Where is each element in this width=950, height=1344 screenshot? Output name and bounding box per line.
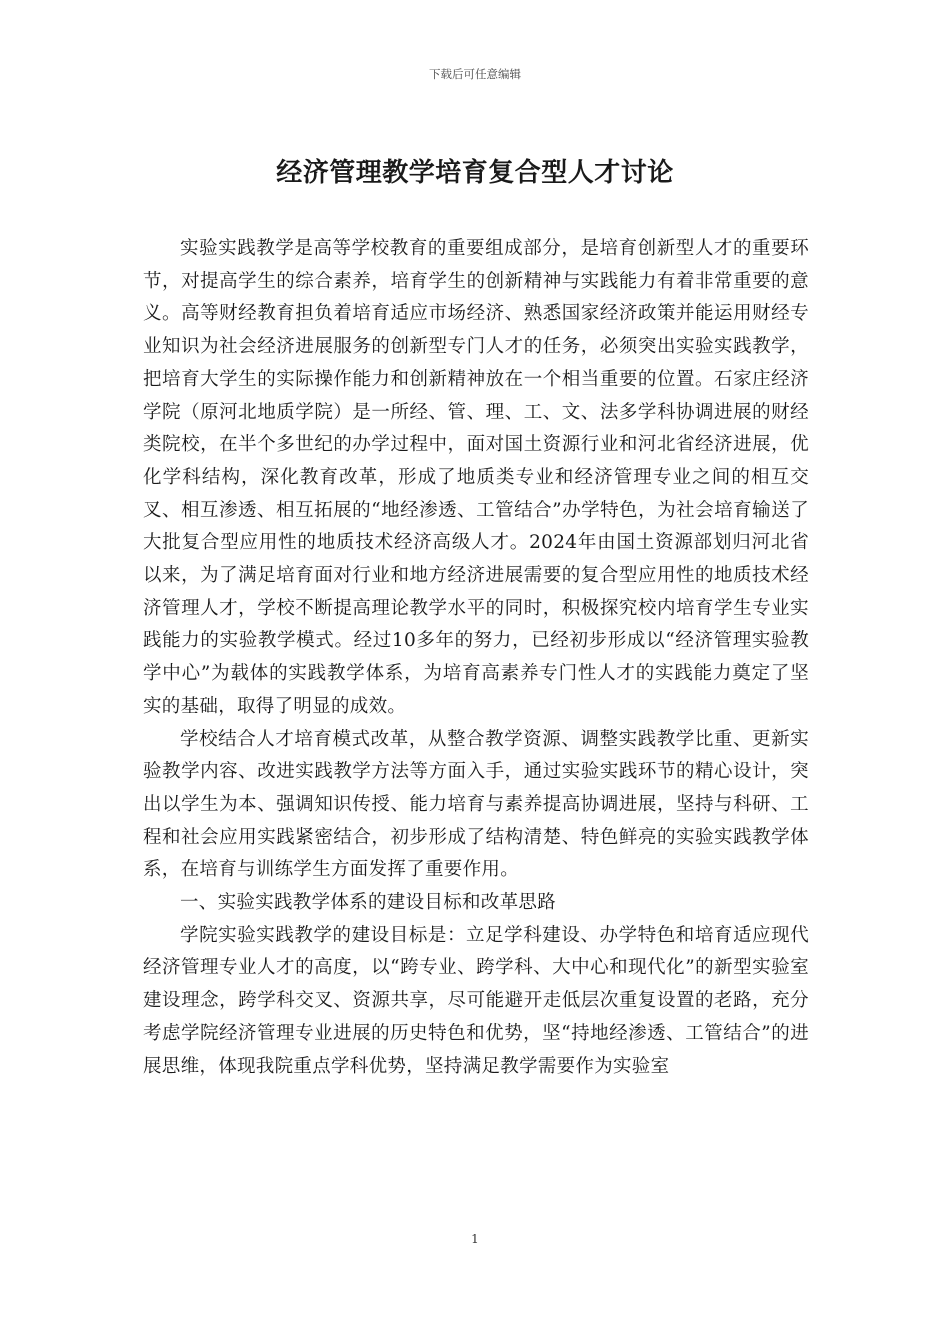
- paragraph-intro: 实验实践教学是高等学校教育的重要组成部分，是培育创新型人才的重要环节，对提高学生的综合素养，培育学生的创新精神与实践能力有着非常重要的意义。高等财经教育担负着培育适应市场经济、熟悉国家经济政策并能运用财经专业知识为社会经济进展服务的创新型专门人才的任务，必须突出实验实践教学，把培育大学生的实际操作能力和创新精神放在一个相当重要的位置。石家庄经济学院（原河北地质学院）是一所经、管、理、工、文、法多学科协调进展的财经类院校，在半个多世纪的办学过程中，面对国土资源行业和河北省经济进展，优化学科结构，深化教育改革，形成了地质类专业和经济管理专业之间的相互交叉、相互渗透、相互拓展的“地经渗透、工管结合”办学特色，为社会培育输送了大批复合型应用性的地质技术经济高级人才。2024年由国土资源部划归河北省以来，为了满足培育面对行业和地方经济进展需要的复合型应用性的地质技术经济管理人才，学校不断提高理论教学水平的同时，积极探究校内培育学生专业实践能力的实验教学模式。经过10多年的努力，已经初步形成以“经济管理实验教学中心”为载体的实践教学体系，为培育高素养专门性人才的实践能力奠定了坚实的基础，取得了明显的成效。: [143, 238, 809, 717]
- document-body: [143, 233, 809, 1083]
- section-heading: 一、实验实践教学体系的建设目标和改革思路: [180, 892, 557, 914]
- document-title: 经济管理教学培育复合型人才讨论: [276, 158, 674, 188]
- paragraph-goals: 学院实验实践教学的建设目标是：立足学科建设、办学特色和培育适应现代经济管理专业人才的高度，以“跨专业、跨学科、大中心和现代化”的新型实验室建设理念，跨学科交叉、资源共享，尽可能避开走低层次重复设置的老路，充分考虑学院经济管理专业进展的历史特色和优势，坚“持地经渗透、工管结合”的进展思维，体现我院重点学科优势，坚持满足教学需要作为实验室: [143, 924, 809, 1077]
- page-number: 1: [471, 1232, 479, 1246]
- paragraph-reform: 学校结合人才培育模式改革，从整合教学资源、调整实践教学比重、更新实验教学内容、改进实践教学方法等方面入手，通过实验实践环节的精心设计，突出以学生为本、强调知识传授、能力培育与素养提高协调进展，坚持与科研、工程和社会应用实践紧密结合，初步形成了结构清楚、特色鲜亮的实验实践教学体系，在培育与训练学生方面发挥了重要作用。: [143, 728, 809, 881]
- page-header: 下载后可任意编辑: [429, 67, 521, 81]
